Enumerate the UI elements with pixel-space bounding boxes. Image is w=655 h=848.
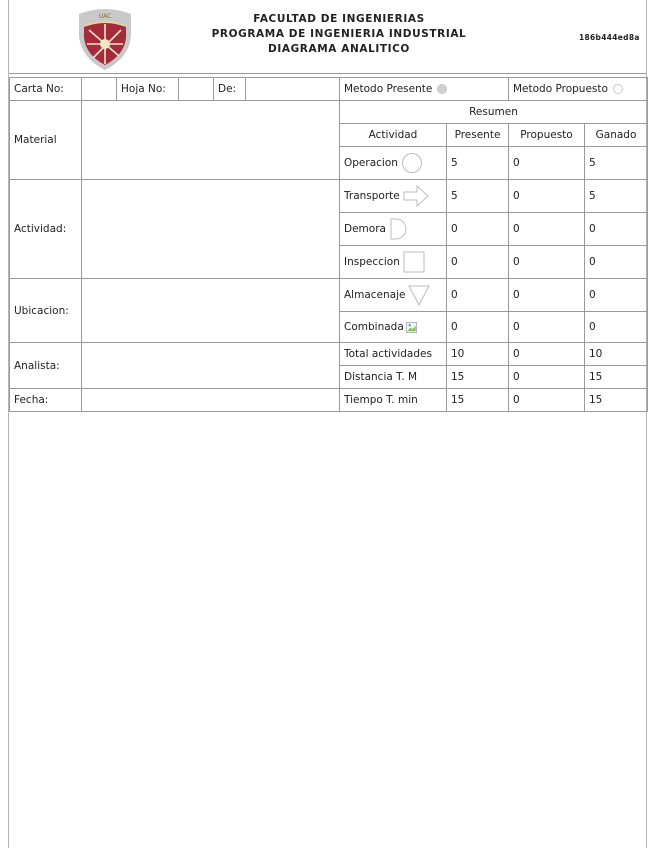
summary-ganado: 5 xyxy=(585,180,648,213)
summary-presente: 0 xyxy=(447,312,509,343)
summary-ganado: 15 xyxy=(585,389,648,412)
square-icon xyxy=(403,251,425,273)
resumen-title: Resumen xyxy=(340,101,648,124)
d-shape-icon xyxy=(389,218,407,240)
ubicacion-value[interactable] xyxy=(82,279,340,343)
hoja-value[interactable] xyxy=(179,78,214,101)
summary-presente: 5 xyxy=(447,147,509,180)
material-label: Material xyxy=(10,101,82,180)
summary-row-label: Almacenaje xyxy=(340,279,447,312)
carta-value[interactable] xyxy=(82,78,117,101)
col-header-actividad: Actividad xyxy=(340,124,447,147)
col-header-propuesto: Propuesto xyxy=(509,124,585,147)
summary-row-label: Combinada xyxy=(340,312,447,343)
metodo-propuesto-radio[interactable] xyxy=(613,84,623,94)
summary-propuesto: 0 xyxy=(509,279,585,312)
metodo-propuesto-cell xyxy=(509,78,648,101)
summary-ganado: 0 xyxy=(585,279,648,312)
summary-presente: 5 xyxy=(447,180,509,213)
summary-row-label: Total actividades xyxy=(340,343,447,366)
de-value[interactable] xyxy=(246,78,340,101)
summary-presente: 0 xyxy=(447,279,509,312)
col-header-ganado: Ganado xyxy=(585,124,648,147)
fecha-value[interactable] xyxy=(82,389,340,412)
summary-presente: 0 xyxy=(447,246,509,279)
summary-propuesto: 0 xyxy=(509,312,585,343)
summary-row-label: Tiempo T. min xyxy=(340,389,447,412)
summary-presente: 15 xyxy=(447,389,509,412)
summary-ganado: 5 xyxy=(585,147,648,180)
summary-propuesto: 0 xyxy=(509,180,585,213)
summary-propuesto: 0 xyxy=(509,246,585,279)
broken-image-icon xyxy=(406,322,417,333)
svg-text:UAC: UAC xyxy=(98,13,112,20)
metodo-presente-label: Metodo Presente xyxy=(344,83,433,95)
actividad-value[interactable] xyxy=(82,180,340,279)
summary-ganado: 10 xyxy=(585,343,648,366)
summary-row-label: Demora xyxy=(340,213,447,246)
document-code: 186b444ed8a xyxy=(579,33,640,42)
summary-propuesto: 0 xyxy=(509,147,585,180)
metodo-presente-radio[interactable] xyxy=(437,84,447,94)
de-label: De: xyxy=(214,78,246,101)
analista-value[interactable] xyxy=(82,343,340,389)
summary-ganado: 15 xyxy=(585,366,648,389)
summary-propuesto: 0 xyxy=(509,366,585,389)
header-titles xyxy=(159,12,519,57)
faculty-title: FACULTAD DE INGENIERIAS xyxy=(253,13,425,25)
actividad-label: Actividad: xyxy=(10,180,82,279)
metodo-presente-cell xyxy=(340,78,509,101)
university-shield-logo xyxy=(73,6,137,72)
summary-row-label: Transporte xyxy=(340,180,447,213)
fecha-label: Fecha: xyxy=(10,389,82,412)
circle-icon xyxy=(401,152,423,174)
document-header xyxy=(9,0,646,74)
triangle-icon xyxy=(408,284,430,306)
analista-label: Analista: xyxy=(10,343,82,389)
summary-row-label: Operacion xyxy=(340,147,447,180)
carta-label: Carta No: xyxy=(10,78,82,101)
summary-ganado: 0 xyxy=(585,246,648,279)
summary-propuesto: 0 xyxy=(509,343,585,366)
summary-ganado: 0 xyxy=(585,312,648,343)
document-page xyxy=(8,0,647,848)
summary-row-label: Distancia T. M xyxy=(340,366,447,389)
diagram-form-table xyxy=(9,77,648,412)
hoja-label: Hoja No: xyxy=(117,78,179,101)
summary-row-label: Inspeccion xyxy=(340,246,447,279)
col-header-presente: Presente xyxy=(447,124,509,147)
arrow-icon xyxy=(403,185,429,207)
diagram-title: DIAGRAMA ANALITICO xyxy=(268,43,410,55)
summary-ganado: 0 xyxy=(585,213,648,246)
summary-propuesto: 0 xyxy=(509,213,585,246)
metodo-propuesto-label: Metodo Propuesto xyxy=(513,83,608,95)
summary-propuesto: 0 xyxy=(509,389,585,412)
summary-presente: 0 xyxy=(447,213,509,246)
summary-presente: 15 xyxy=(447,366,509,389)
summary-presente: 10 xyxy=(447,343,509,366)
ubicacion-label: Ubicacion: xyxy=(10,279,82,343)
material-value[interactable] xyxy=(82,101,340,180)
program-title: PROGRAMA DE INGENIERIA INDUSTRIAL xyxy=(211,28,467,40)
